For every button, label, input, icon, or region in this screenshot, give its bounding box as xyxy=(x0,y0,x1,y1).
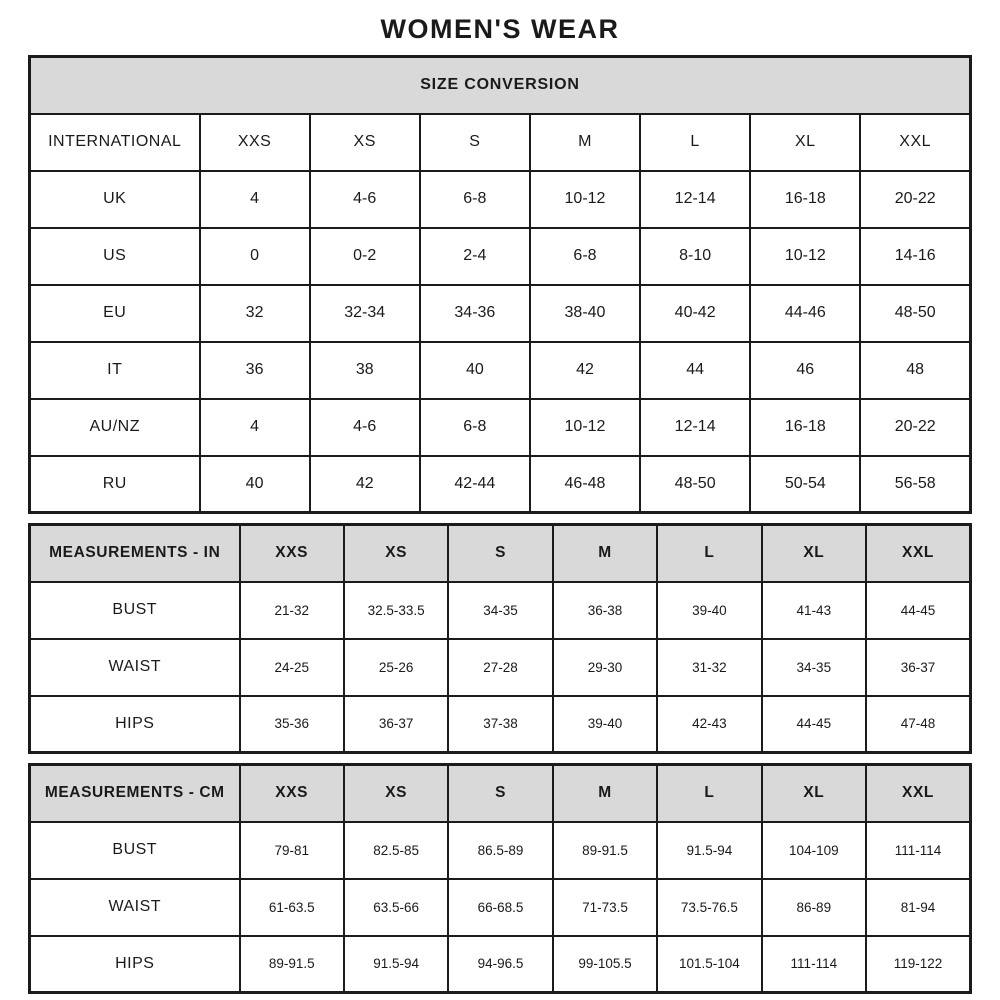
size-column-header: XXL xyxy=(860,114,970,171)
row-label: AU/NZ xyxy=(30,399,200,456)
size-column-header: XXL xyxy=(866,525,970,582)
value-cell: 24-25 xyxy=(240,639,344,696)
value-cell: 91.5-94 xyxy=(657,822,761,879)
value-cell: 34-35 xyxy=(762,639,866,696)
value-cell: 111-114 xyxy=(762,936,866,993)
value-cell: 2-4 xyxy=(420,228,530,285)
size-column-header: M xyxy=(553,765,657,822)
size-column-header: XXS xyxy=(240,765,344,822)
value-cell: 35-36 xyxy=(240,696,344,753)
value-cell: 89-91.5 xyxy=(553,822,657,879)
row-header-column-title: MEASUREMENTS - IN xyxy=(30,525,240,582)
value-cell: 42 xyxy=(310,456,420,513)
value-cell: 71-73.5 xyxy=(553,879,657,936)
value-cell: 86-89 xyxy=(762,879,866,936)
value-cell: 25-26 xyxy=(344,639,448,696)
size-column-header: L xyxy=(657,765,761,822)
table-row xyxy=(30,936,971,993)
row-label: RU xyxy=(30,456,200,513)
value-cell: 91.5-94 xyxy=(344,936,448,993)
value-cell: 47-48 xyxy=(866,696,970,753)
value-cell: 81-94 xyxy=(866,879,970,936)
table-row xyxy=(30,582,971,639)
measurements-cm-section xyxy=(28,763,972,994)
value-cell: 38 xyxy=(310,342,420,399)
value-cell: 79-81 xyxy=(240,822,344,879)
size-column-header: XXS xyxy=(240,525,344,582)
value-cell: 14-16 xyxy=(860,228,970,285)
value-cell: 44 xyxy=(640,342,750,399)
table-row xyxy=(30,285,971,342)
row-label: WAIST xyxy=(30,639,240,696)
value-cell: 40 xyxy=(200,456,310,513)
value-cell: 16-18 xyxy=(750,399,860,456)
value-cell: 4-6 xyxy=(310,399,420,456)
size-column-header: M xyxy=(530,114,640,171)
value-cell: 4-6 xyxy=(310,171,420,228)
value-cell: 101.5-104 xyxy=(657,936,761,993)
value-cell: 36-38 xyxy=(553,582,657,639)
row-label: US xyxy=(30,228,200,285)
value-cell: 12-14 xyxy=(640,171,750,228)
table-header-row xyxy=(30,765,971,822)
value-cell: 4 xyxy=(200,399,310,456)
value-cell: 99-105.5 xyxy=(553,936,657,993)
size-chart-sheet xyxy=(28,0,972,994)
row-label: IT xyxy=(30,342,200,399)
table-caption-row xyxy=(30,57,971,114)
value-cell: 63.5-66 xyxy=(344,879,448,936)
size-column-header: XS xyxy=(344,525,448,582)
value-cell: 36-37 xyxy=(866,639,970,696)
value-cell: 119-122 xyxy=(866,936,970,993)
value-cell: 31-32 xyxy=(657,639,761,696)
value-cell: 66-68.5 xyxy=(448,879,552,936)
measurements-in-table xyxy=(28,523,972,754)
value-cell: 36 xyxy=(200,342,310,399)
value-cell: 29-30 xyxy=(553,639,657,696)
value-cell: 32-34 xyxy=(310,285,420,342)
value-cell: 39-40 xyxy=(657,582,761,639)
value-cell: 44-45 xyxy=(866,582,970,639)
row-header-column-title: MEASUREMENTS - CM xyxy=(30,765,240,822)
value-cell: 21-32 xyxy=(240,582,344,639)
value-cell: 0-2 xyxy=(310,228,420,285)
value-cell: 40-42 xyxy=(640,285,750,342)
value-cell: 20-22 xyxy=(860,399,970,456)
measurements-in-section xyxy=(28,523,972,754)
value-cell: 44-45 xyxy=(762,696,866,753)
value-cell: 50-54 xyxy=(750,456,860,513)
value-cell: 38-40 xyxy=(530,285,640,342)
value-cell: 48-50 xyxy=(860,285,970,342)
size-column-header: L xyxy=(657,525,761,582)
value-cell: 32 xyxy=(200,285,310,342)
row-label: WAIST xyxy=(30,879,240,936)
table-row xyxy=(30,639,971,696)
value-cell: 48-50 xyxy=(640,456,750,513)
table-row xyxy=(30,456,971,513)
size-column-header: S xyxy=(448,765,552,822)
value-cell: 10-12 xyxy=(750,228,860,285)
value-cell: 34-36 xyxy=(420,285,530,342)
value-cell: 8-10 xyxy=(640,228,750,285)
value-cell: 16-18 xyxy=(750,171,860,228)
value-cell: 46-48 xyxy=(530,456,640,513)
value-cell: 42-44 xyxy=(420,456,530,513)
table-header-row xyxy=(30,525,971,582)
value-cell: 42-43 xyxy=(657,696,761,753)
value-cell: 10-12 xyxy=(530,171,640,228)
value-cell: 6-8 xyxy=(420,399,530,456)
table-row xyxy=(30,342,971,399)
value-cell: 73.5-76.5 xyxy=(657,879,761,936)
value-cell: 41-43 xyxy=(762,582,866,639)
size-column-header: XL xyxy=(762,765,866,822)
row-label: BUST xyxy=(30,582,240,639)
size-column-header: XXL xyxy=(866,765,970,822)
value-cell: 36-37 xyxy=(344,696,448,753)
value-cell: 39-40 xyxy=(553,696,657,753)
measurements-cm-table xyxy=(28,763,972,994)
value-cell: 44-46 xyxy=(750,285,860,342)
value-cell: 6-8 xyxy=(530,228,640,285)
value-cell: 104-109 xyxy=(762,822,866,879)
value-cell: 61-63.5 xyxy=(240,879,344,936)
row-label: HIPS xyxy=(30,936,240,993)
value-cell: 32.5-33.5 xyxy=(344,582,448,639)
table-caption: SIZE CONVERSION xyxy=(30,57,971,114)
size-column-header: XS xyxy=(310,114,420,171)
size-column-header: XS xyxy=(344,765,448,822)
value-cell: 20-22 xyxy=(860,171,970,228)
size-column-header: XL xyxy=(750,114,860,171)
value-cell: 46 xyxy=(750,342,860,399)
size-column-header: L xyxy=(640,114,750,171)
value-cell: 48 xyxy=(860,342,970,399)
row-header-column-title: INTERNATIONAL xyxy=(30,114,200,171)
value-cell: 6-8 xyxy=(420,171,530,228)
value-cell: 12-14 xyxy=(640,399,750,456)
value-cell: 111-114 xyxy=(866,822,970,879)
table-row xyxy=(30,879,971,936)
size-column-header: M xyxy=(553,525,657,582)
table-row xyxy=(30,171,971,228)
row-label: UK xyxy=(30,171,200,228)
value-cell: 27-28 xyxy=(448,639,552,696)
value-cell: 86.5-89 xyxy=(448,822,552,879)
value-cell: 40 xyxy=(420,342,530,399)
size-column-header: S xyxy=(448,525,552,582)
table-row xyxy=(30,228,971,285)
size-column-header: XL xyxy=(762,525,866,582)
size-conversion-table xyxy=(28,55,972,514)
value-cell: 0 xyxy=(200,228,310,285)
value-cell: 42 xyxy=(530,342,640,399)
value-cell: 56-58 xyxy=(860,456,970,513)
row-label: EU xyxy=(30,285,200,342)
table-row xyxy=(30,399,971,456)
value-cell: 4 xyxy=(200,171,310,228)
size-conversion-section xyxy=(28,55,972,514)
value-cell: 82.5-85 xyxy=(344,822,448,879)
value-cell: 89-91.5 xyxy=(240,936,344,993)
page-title: WOMEN'S WEAR xyxy=(380,14,620,44)
value-cell: 34-35 xyxy=(448,582,552,639)
row-label: HIPS xyxy=(30,696,240,753)
table-row xyxy=(30,822,971,879)
table-header-row xyxy=(30,114,971,171)
size-column-header: S xyxy=(420,114,530,171)
size-column-header: XXS xyxy=(200,114,310,171)
value-cell: 10-12 xyxy=(530,399,640,456)
table-row xyxy=(30,696,971,753)
value-cell: 37-38 xyxy=(448,696,552,753)
row-label: BUST xyxy=(30,822,240,879)
value-cell: 94-96.5 xyxy=(448,936,552,993)
